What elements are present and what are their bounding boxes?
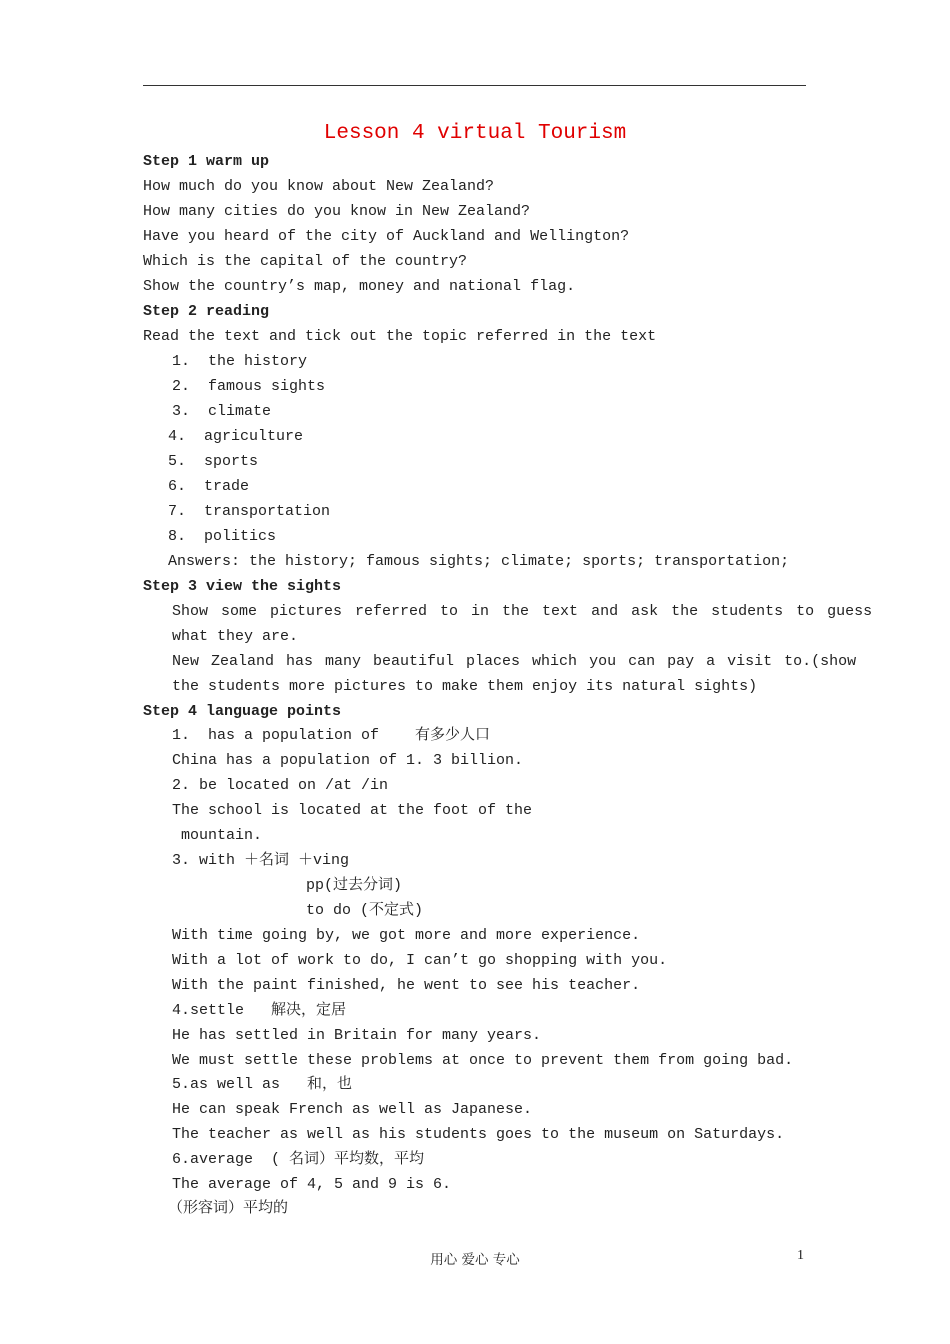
example-sentence: With a lot of work to do, I can’t go shopping with you. <box>172 952 668 969</box>
step3-line: Show some pictures referred to in the text and ask the students to guess <box>172 603 873 620</box>
step1-heading: Step 1 warm up <box>143 153 270 170</box>
example-sentence: We must settle these problems at once to prevent them from going bad. <box>172 1052 794 1069</box>
step3-line: New Zealand has many beautiful places which you can pay a visit to.(show <box>172 653 857 670</box>
example-sentence: He has settled in Britain for many years. <box>172 1027 542 1044</box>
step1-line: Show the country’s map, money and national flag. <box>143 278 576 295</box>
step3-heading: Step 3 view the sights <box>143 578 342 595</box>
example-sentence: The school is located at the foot of the <box>172 802 533 819</box>
language-point: 6.average ( 名词）平均数，平均 <box>172 1151 425 1168</box>
step3-line: the students more pictures to make them enjoy its natural sights) <box>172 678 758 695</box>
topic-item: 8. politics <box>168 528 277 545</box>
example-sentence: The teacher as well as his students goes to the museum on Saturdays. <box>172 1126 785 1143</box>
step2-intro: Read the text and tick out the topic referred in the text <box>143 328 657 345</box>
language-point-sub: pp(过去分词) <box>306 877 403 894</box>
topic-item: 5. sports <box>168 453 259 470</box>
language-point: 2. be located on /at /in <box>172 777 389 794</box>
language-point: 4.settle 解决，定居 <box>172 1002 347 1019</box>
step1-line: Which is the capital of the country? <box>143 253 468 270</box>
page-number: 1 <box>797 1248 804 1263</box>
topic-item: 3. climate <box>172 403 272 420</box>
step1-line: Have you heard of the city of Auckland and Wellington? <box>143 228 630 245</box>
example-sentence: mountain. <box>172 827 263 844</box>
language-point: 1. has a population of 有多少人口 <box>172 727 491 744</box>
example-sentence: He can speak French as well as Japanese. <box>172 1101 533 1118</box>
lesson-title: Lesson 4 virtual Tourism <box>323 122 627 145</box>
language-point: （形容词）平均的 <box>168 1200 289 1217</box>
step1-line: How much do you know about New Zealand? <box>143 178 495 195</box>
step4-heading: Step 4 language points <box>143 703 342 720</box>
topic-item: 6. trade <box>168 478 250 495</box>
topic-item: 4. agriculture <box>168 428 304 445</box>
header-rule <box>143 85 806 86</box>
step3-line: what they are. <box>172 628 299 645</box>
example-sentence: The average of 4, 5 and 9 is 6. <box>172 1176 452 1193</box>
language-point-sub: to do (不定式) <box>306 902 424 919</box>
topic-item: 2. famous sights <box>172 378 326 395</box>
topic-item: 7. transportation <box>168 503 331 520</box>
topic-item: 1. the history <box>172 353 308 370</box>
example-sentence: With the paint finished, he went to see his teacher. <box>172 977 641 994</box>
example-sentence: With time going by, we got more and more experience. <box>172 927 641 944</box>
step2-heading: Step 2 reading <box>143 303 270 320</box>
answers-line: Answers: the history; famous sights; climate; sports; transportation; <box>168 553 790 570</box>
language-point: 3. with ＋名词 ＋ving <box>172 852 350 869</box>
example-sentence: China has a population of 1. 3 billion. <box>172 752 524 769</box>
step1-line: How many cities do you know in New Zealand? <box>143 203 531 220</box>
language-point: 5.as well as 和，也 <box>172 1076 353 1093</box>
footer-motto: 用心 爱心 专心 <box>430 1252 520 1268</box>
